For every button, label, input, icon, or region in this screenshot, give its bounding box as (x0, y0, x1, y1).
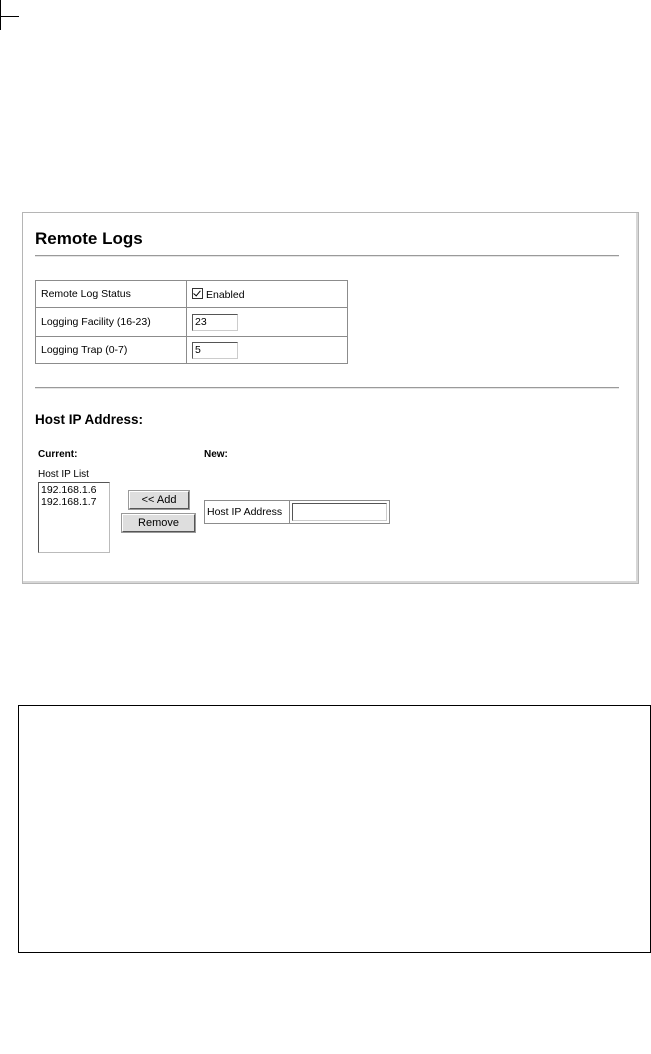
add-button[interactable]: << Add (129, 491, 189, 509)
new-heading: New: (204, 449, 228, 460)
logging-facility-label: Logging Facility (16-23) (36, 308, 187, 337)
logging-trap-label: Logging Trap (0-7) (36, 337, 187, 364)
enabled-label: Enabled (206, 288, 245, 301)
list-item[interactable]: 192.168.1.6 (41, 484, 97, 496)
remote-log-status-label: Remote Log Status (36, 281, 187, 308)
logging-trap-input[interactable]: 5 (192, 342, 238, 359)
logging-facility-input[interactable]: 23 (192, 314, 238, 331)
crop-mark (0, 0, 19, 30)
remove-button[interactable]: Remove (122, 514, 195, 532)
host-ip-section-title: Host IP Address: (35, 412, 144, 427)
remote-log-settings-table (35, 280, 348, 364)
table-row (36, 337, 348, 364)
current-heading: Current: (38, 449, 78, 460)
host-ip-address-label: Host IP Address (205, 501, 290, 524)
host-ip-address-input[interactable] (292, 503, 387, 521)
host-ip-address-cell (290, 501, 390, 524)
list-item[interactable]: 192.168.1.7 (41, 496, 97, 508)
remote-logs-panel (22, 212, 639, 584)
page-title: Remote Logs (35, 229, 143, 248)
remote-log-status-checkbox[interactable] (192, 288, 203, 299)
new-host-ip-table (204, 500, 390, 524)
logging-facility-cell (187, 308, 348, 337)
title-divider (35, 255, 619, 257)
host-ip-list-label: Host IP List (38, 469, 89, 480)
remote-log-status-cell (187, 281, 348, 308)
host-ip-list[interactable] (38, 482, 110, 553)
table-row (36, 281, 348, 308)
logging-trap-cell (187, 337, 348, 364)
section-divider (35, 387, 619, 389)
table-row (36, 308, 348, 337)
panel-shadow (23, 213, 638, 583)
table-row (205, 501, 390, 524)
empty-content-box (18, 705, 651, 953)
